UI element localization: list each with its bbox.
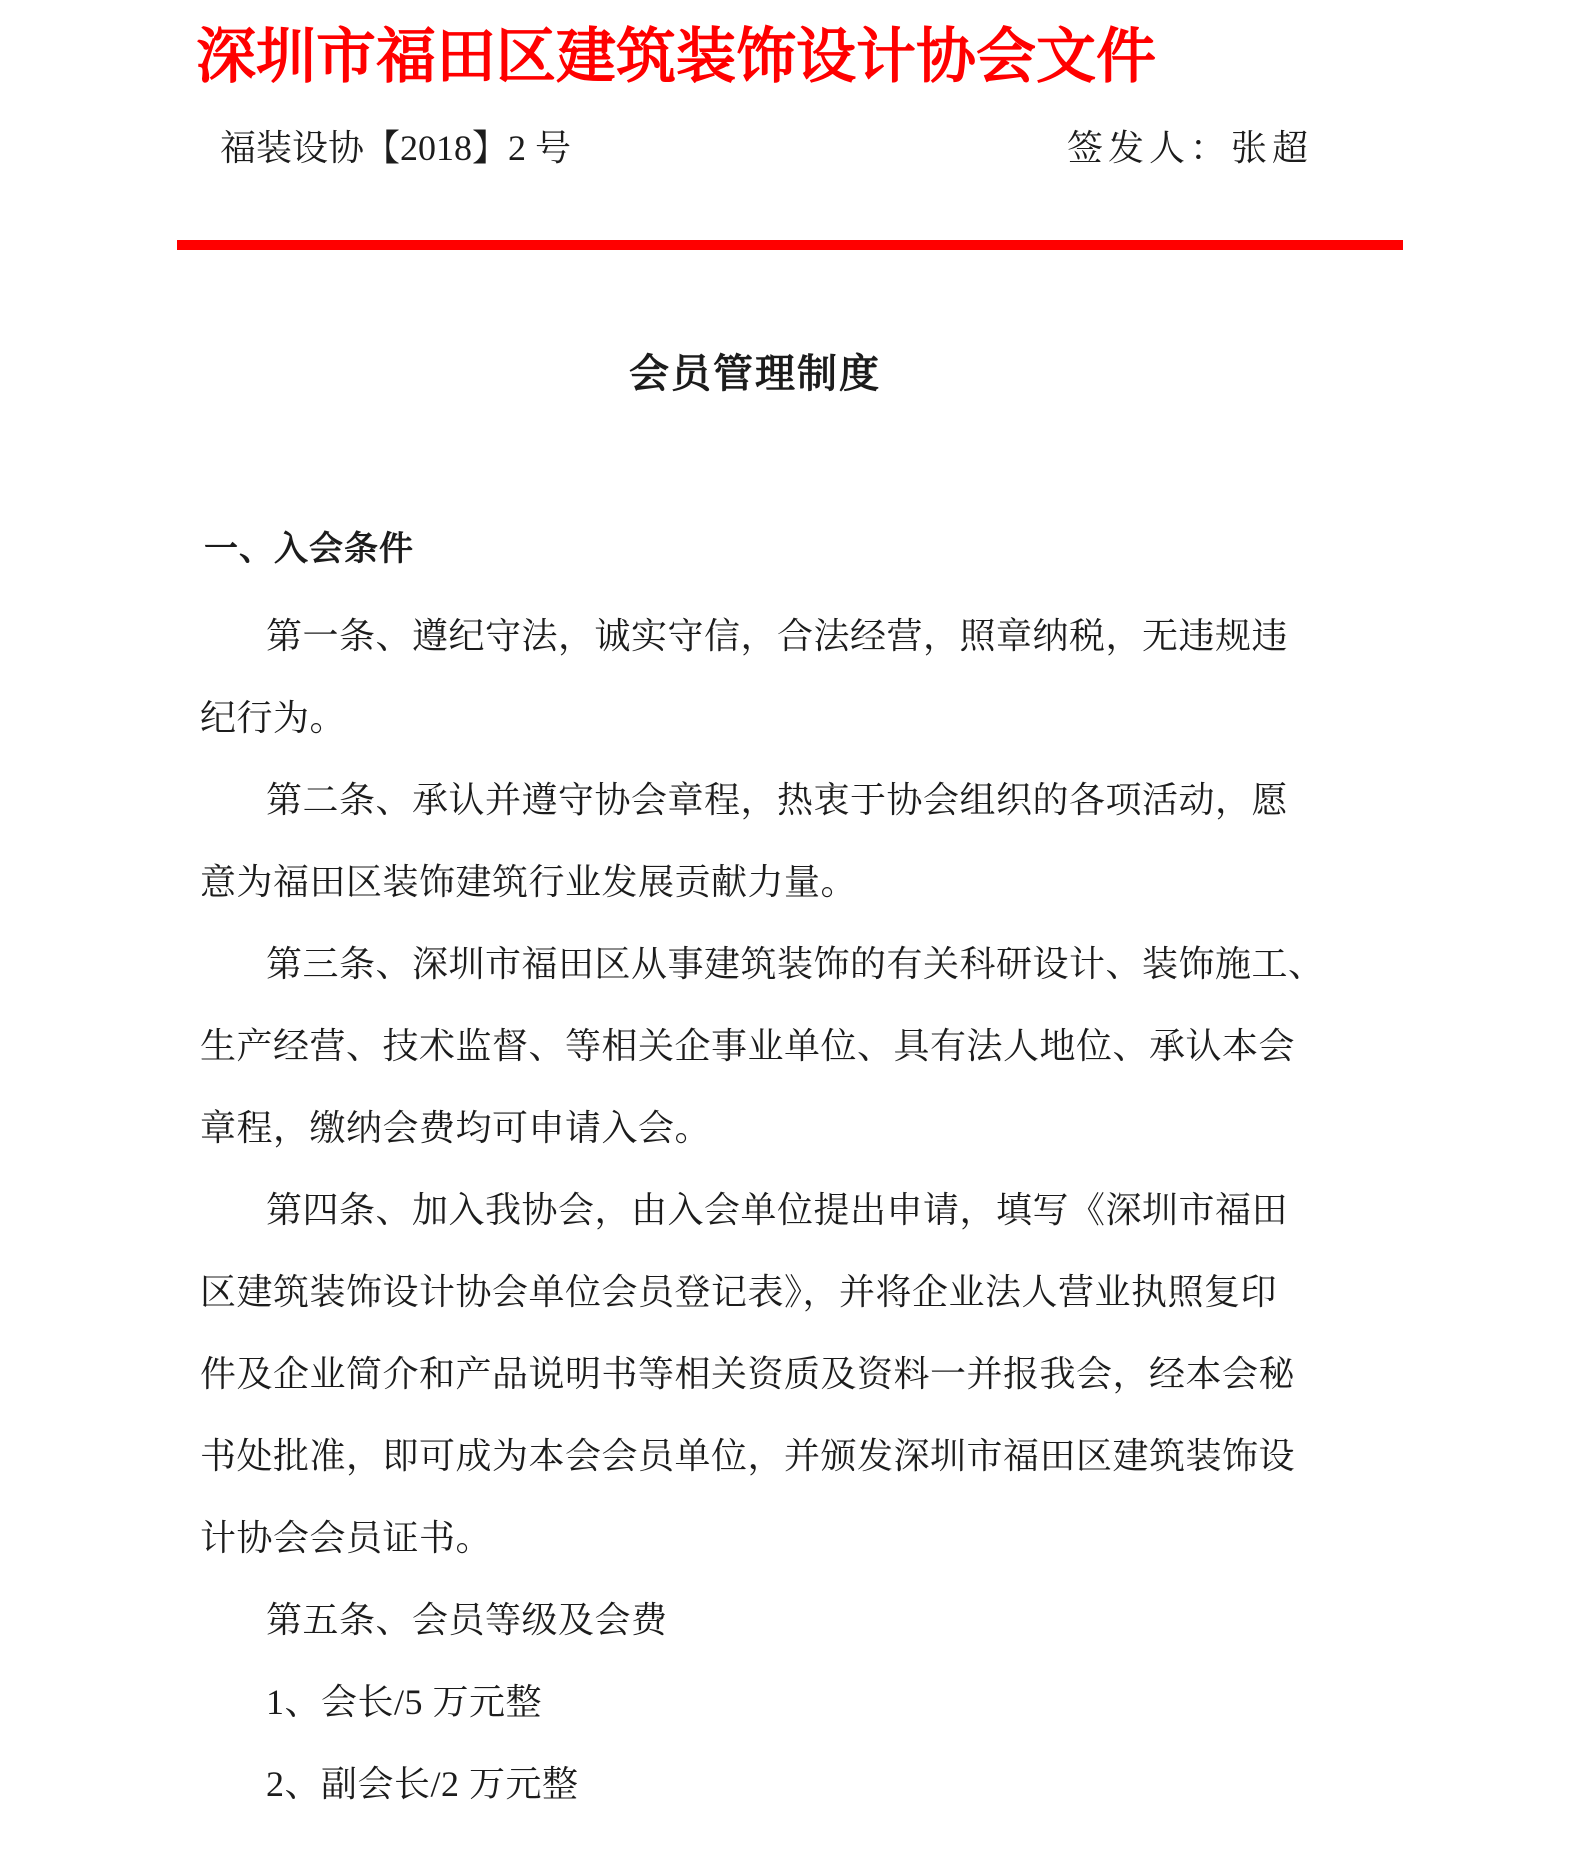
org-title: 深圳市福田区建筑装饰设计协会文件 [196, 24, 1156, 90]
doc-info-row [220, 126, 1313, 171]
body-line: 第五条、会员等级及会费 [266, 1600, 668, 1640]
body-line: 章程，缴纳会费均可申请入会。 [200, 1108, 712, 1148]
red-divider [177, 240, 1403, 250]
document-body [200, 595, 1325, 1825]
body-line: 计协会会员证书。 [200, 1518, 493, 1558]
body-line: 区建筑装饰设计协会单位会员登记表》，并将企业法人营业执照复印 [200, 1272, 1278, 1312]
body-line: 第二条、承认并遵守协会章程，热衷于协会组织的各项活动，愿 [266, 780, 1289, 820]
body-line: 生产经营、技术监督、等相关企事业单位、具有法人地位、承认本会 [200, 1026, 1296, 1066]
body-line: 第四条、加入我协会，由入会单位提出申请，填写《深圳市福田 [266, 1190, 1289, 1230]
body-line: 2、副会长/2 万元整 [266, 1764, 579, 1804]
body-line: 纪行为。 [200, 698, 347, 738]
section-heading-membership-conditions: 一、入会条件 [204, 531, 414, 568]
body-line: 1、会长/5 万元整 [266, 1682, 543, 1722]
body-line: 意为福田区装饰建筑行业发展贡献力量。 [200, 862, 858, 902]
body-line: 书处批准，即可成为本会会员单位，并颁发深圳市福田区建筑装饰设 [200, 1436, 1296, 1476]
doc-number: 福装设协【2018】2 号 [220, 128, 572, 168]
body-line: 件及企业简介和产品说明书等相关资质及资料一并报我会，经本会秘 [200, 1354, 1296, 1394]
body-line: 第三条、深圳市福田区从事建筑装饰的有关科研设计、装饰施工、 [266, 944, 1325, 984]
issuer-name: 签发人：张超 [1066, 128, 1313, 168]
doc-title: 会员管理制度 [629, 351, 881, 396]
body-line: 第一条、遵纪守法，诚实守信，合法经营，照章纳税，无违规违 [266, 616, 1289, 656]
